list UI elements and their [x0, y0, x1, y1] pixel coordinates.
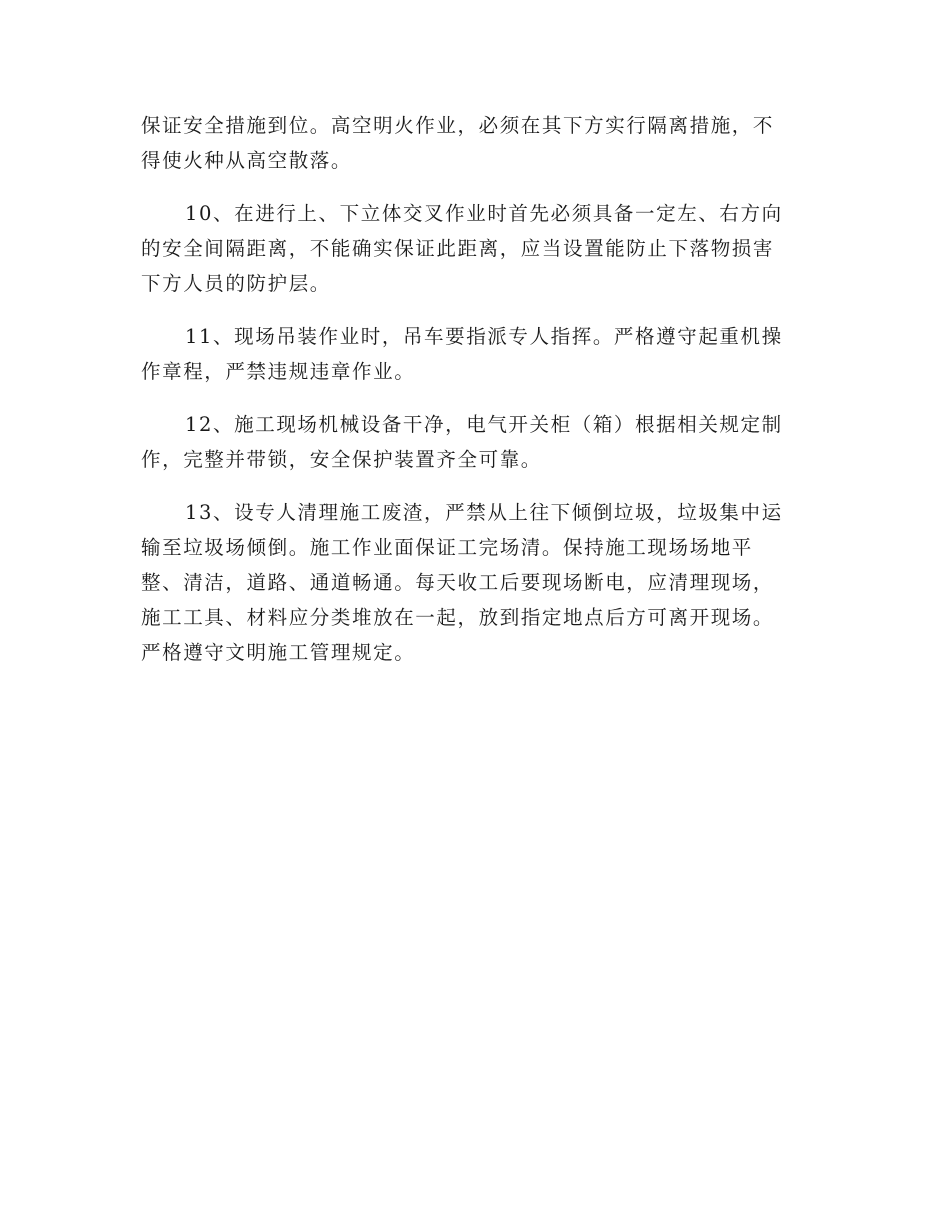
text-line: 得使火种从高空散落。 [141, 149, 353, 172]
text-line: 严格遵守文明施工管理规定。 [141, 641, 416, 664]
text-line: 作章程，严禁违规违章作业。 [141, 360, 416, 383]
paragraph-item-12 [141, 407, 809, 477]
paragraph-item-13 [141, 495, 809, 670]
text-line: 的安全间隔距离，不能确实保证此距离，应当设置能防止下落物损害 [141, 237, 775, 260]
document-page [141, 108, 809, 688]
text-line: 10、在进行上、下立体交叉作业时首先必须具备一定左、右方向 [185, 202, 783, 225]
text-line: 施工工具、材料应分类堆放在一起，放到指定地点后方可离开现场。 [141, 606, 775, 629]
text-line: 作，完整并带锁，安全保护装置齐全可靠。 [141, 448, 542, 471]
text-line: 保证安全措施到位。高空明火作业，必须在其下方实行隔离措施，不 [141, 114, 775, 137]
text-line: 整、清洁，道路、通道畅通。每天收工后要现场断电，应清理现场， [141, 571, 775, 594]
paragraph-item-10 [141, 196, 809, 301]
paragraph-item-11 [141, 319, 809, 389]
text-line: 12、施工现场机械设备干净，电气开关柜（箱）根据相关规定制 [185, 413, 783, 436]
text-line: 下方人员的防护层。 [141, 272, 331, 295]
text-line: 11、现场吊装作业时，吊车要指派专人指挥。严格遵守起重机操 [185, 325, 783, 348]
paragraph-continuation [141, 108, 809, 178]
text-line: 13、设专人清理施工废渣，严禁从上往下倾倒垃圾，垃圾集中运 [185, 501, 783, 524]
text-line: 输至垃圾场倾倒。施工作业面保证工完场清。保持施工现场场地平 [141, 536, 753, 559]
